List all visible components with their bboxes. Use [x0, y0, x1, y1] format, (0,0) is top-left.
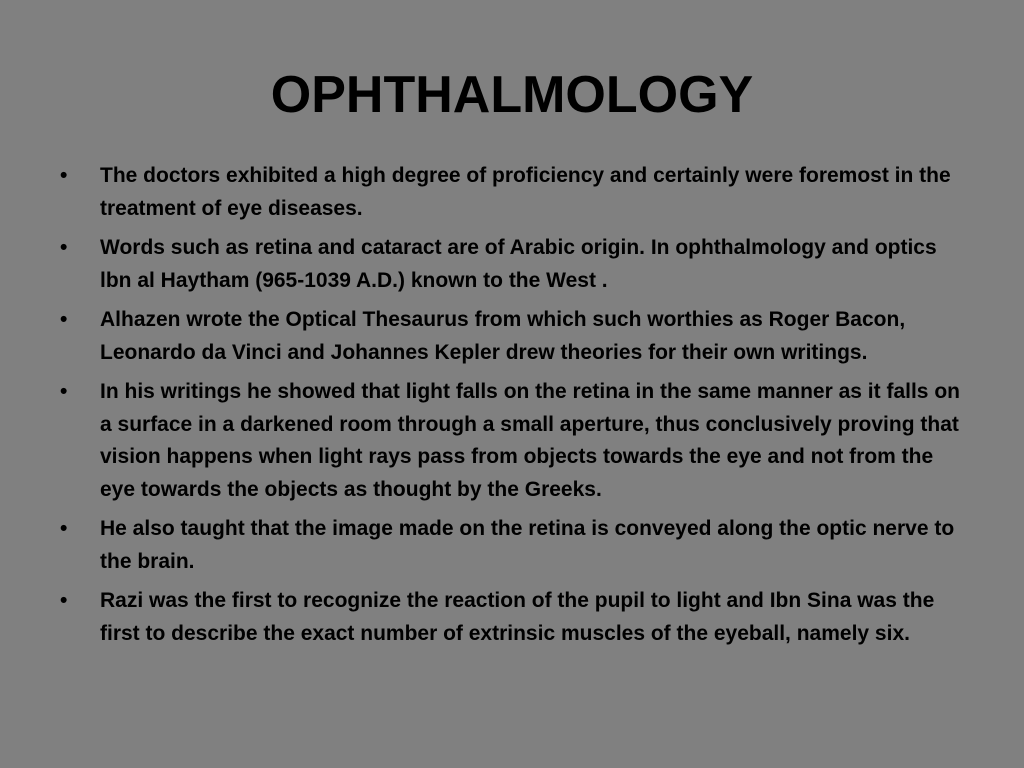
- bullet-text: Razi was the first to recognize the reaction of the pupil to light and Ibn Sina was the first to describe the exact number of extrinsic muscles of the eyeball, namely six.: [100, 589, 935, 645]
- bullet-icon: •: [60, 517, 68, 540]
- bullet-list: [60, 160, 965, 657]
- slide-title: OPHTHALMOLOGY: [270, 66, 754, 124]
- bullet-text: Alhazen wrote the Optical Thesaurus from which such worthies as Roger Bacon, Leonardo da Vinci and Johannes Kepler drew theories for their own writings.: [100, 308, 906, 364]
- list-item: [60, 232, 965, 297]
- bullet-text: Words such as retina and cataract are of Arabic origin. In ophthalmology and optics lbn al Haytham (965-1039 A.D.) known to the West .: [100, 236, 937, 292]
- bullet-icon: •: [60, 589, 68, 612]
- list-item: [60, 513, 965, 578]
- list-item: [60, 304, 965, 369]
- bullet-text: He also taught that the image made on the retina is conveyed along the optic nerve to the brain.: [100, 517, 955, 573]
- bullet-icon: •: [60, 164, 68, 187]
- bullet-icon: •: [60, 380, 68, 403]
- list-item: [60, 160, 965, 225]
- list-item: [60, 376, 965, 506]
- bullet-icon: •: [60, 308, 68, 331]
- bullet-text: The doctors exhibited a high degree of proficiency and certainly were foremost in the treatment of eye diseases.: [100, 164, 951, 220]
- bullet-text: In his writings he showed that light falls on the retina in the same manner as it falls on a surface in a darkened room through a small aperture, thus conclusively proving that vision happens when light rays pass from objects towards the eye and not from the eye towards the objects as thought by the Greeks.: [100, 380, 960, 501]
- list-item: [60, 585, 965, 650]
- bullet-icon: •: [60, 236, 68, 259]
